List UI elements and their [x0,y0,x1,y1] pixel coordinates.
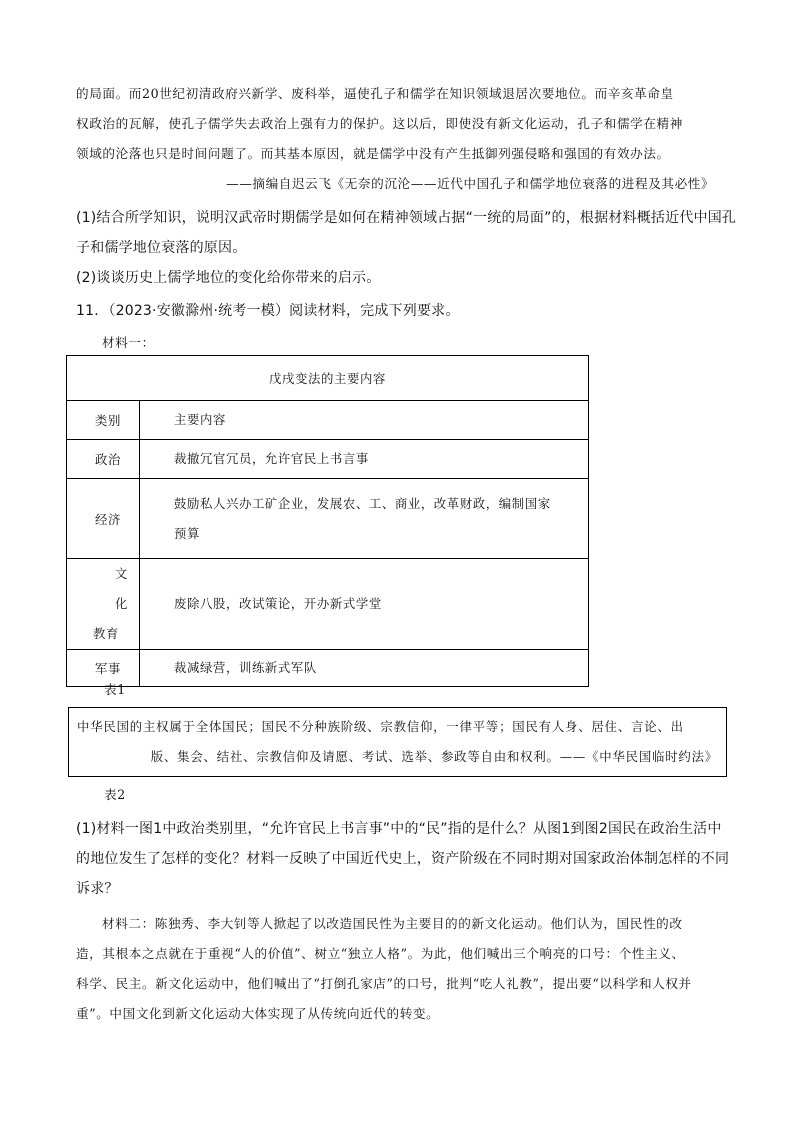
table-cell-category-line: 文化 [115,566,128,611]
material-line: 领域的沦落也只是时间问题了。而其基本原因，就是儒学中没有产生抵御列强侵略和强国的有效办法。 [76,146,670,161]
table-title: 戊戌变法的主要内容 [67,356,589,401]
table-cell-category: 军事 [67,650,140,687]
table-title-row [67,356,589,401]
table-cell-content-line: 预算 [174,525,200,541]
reform-table [66,355,589,687]
table-row [67,559,589,650]
question-11-1: (1)材料一图1中政治类别里，“允许官民上书言事”中的“民”指的是什么？从图1到图2国民在政治生活中 [76,821,722,837]
material-2-line: 重”。中国文化到新文化运动大体实现了从传统向近代的转变。 [76,1006,440,1021]
material-2-line: 科学、民主。新文化运动中，他们喊出了“打倒孔家店”的口号，批判“吃人礼教”，提出要“以科学和人权并 [76,976,692,991]
table-cell-category: 政治 [67,440,140,479]
material-2-line: 造，其根本之点就在于重视“人的价值”、树立“独立人格”。为此，他们喊出三个响亮的口号：个性主义、 [76,946,685,961]
material-2-line: 材料二：陈独秀、李大钊等人掀起了以改造国民性为主要目的的新文化运动。他们认为，国民性的改 [102,916,683,931]
question-11-1-cont: 的地位发生了怎样的变化？材料一反映了中国近代史上，资产阶级在不同时期对国家政治体制怎样的不同 [76,851,730,867]
material-source: ——摘编自迟云飞《无奈的沉沦——近代中国孔子和儒学地位衰落的进程及其必性》 [226,176,715,191]
question-11-header: 11．（2023·安徽滁州·统考一模）阅读材料，完成下列要求。 [76,303,460,319]
table-cell-category-line: 教育 [93,626,119,641]
quote-line: 版、集会、结社、宗教信仰及请愿、考试、选举、参政等自由和权利。——《中华民国临时约法》 [150,749,718,764]
material-line: 的局面。而20世纪初清政府兴新学、废科举，逼使孔子和儒学在知识领域退居次要地位。而辛亥革命皇 [76,86,674,101]
table-cell-content: 裁减绿营，训练新式军队 [140,650,589,687]
table-header-content: 主要内容 [140,401,589,440]
table-row [67,440,589,479]
table-cell-content-line: 鼓励私人兴办工矿企业，发展农、工、商业，改革财政，编制国家 [174,495,551,511]
table-row [67,650,589,687]
table-cell-content: 裁撤冗官冗员，允许官民上书言事 [140,440,589,479]
question-11-1-cont: 诉求？ [76,881,119,897]
material-1-label: 材料一： [102,335,155,350]
table-cell-category: 经济 [67,479,140,559]
table-row [67,479,589,559]
question-10-1: (1)结合所学知识，说明汉武帝时期儒学是如何在精神领域占据“一统的局面”的，根据材料概括近代中国孔 [76,210,737,226]
material-line: 权政治的瓦解，使孔子儒学失去政治上强有力的保护。这以后，即使没有新文化运动，孔子和儒学在精神 [76,116,683,131]
table-cell-content: 废除八股，改试策论，开办新式学堂 [140,559,589,650]
quote-line: 中华民国的主权属于全体国民；国民不分种族阶级、宗教信仰，一律平等；国民有人身、居住、言论、出 [77,719,684,734]
table-header-category: 类别 [67,401,140,440]
table-cell-content [140,479,589,559]
table-2-caption: 表2 [104,787,126,802]
question-10-1-cont: 子和儒学地位衰落的原因。 [76,240,247,256]
table-header-row [67,401,589,440]
table-1-caption: 表1 [104,682,126,697]
constitution-quote-box [68,707,727,777]
question-10-2: (2)谈谈历史上儒学地位的变化给你带来的启示。 [76,270,381,286]
table-cell-category [67,559,140,650]
